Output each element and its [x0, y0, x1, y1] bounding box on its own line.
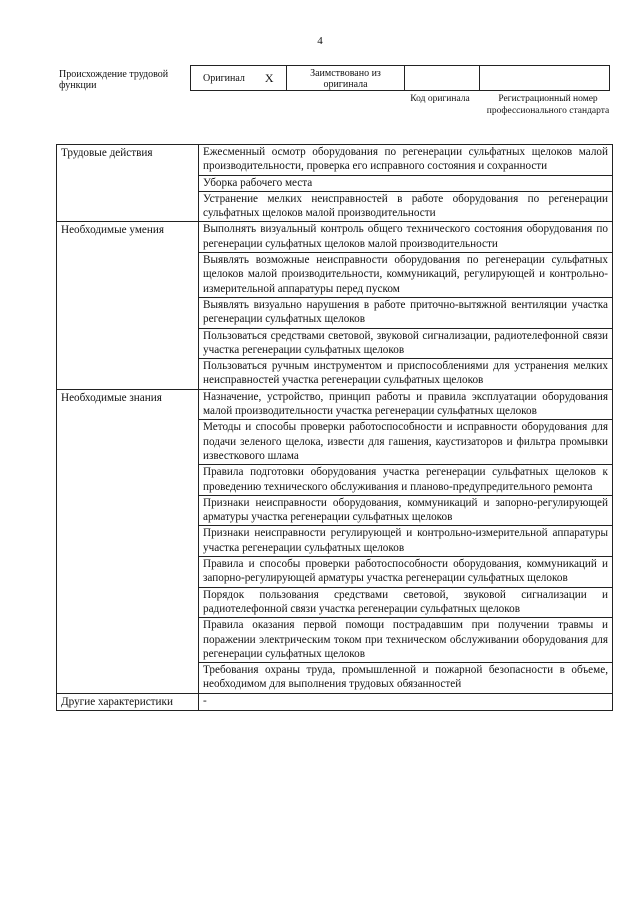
table-cell: Ежесменный осмотр оборудования по регенерации сульфатных щелоков малой производительности, проверка его исправного состояния и сохранности	[199, 145, 613, 176]
table-cell: Правила подготовки оборудования участка регенерации сульфатных щелоков к проведению технического обслуживания и планово-предупредительного ремонта	[199, 465, 613, 496]
page-number: 4	[317, 35, 323, 47]
borrowed-label: Заимствовано из оригинала	[287, 66, 405, 90]
code-caption: Код оригинала	[410, 94, 470, 104]
reg-number-cell	[480, 66, 609, 90]
table-cell: Пользоваться средствами световой, звуковой сигнализации, радиотелефонной связи участка регенерации сульфатных щелоков	[199, 328, 613, 359]
section-label: Трудовые действия	[57, 145, 199, 222]
origin-label: Происхождение трудовой функции	[59, 69, 169, 91]
table-cell: Устранение мелких неисправностей в работе оборудования по регенерации сульфатных щелоков малой производительности	[199, 191, 613, 222]
table-cell: Порядок пользования средствами световой, звуковой сигнализации и радиотелефонной связи участка регенерации сульфатных щелоков	[199, 587, 613, 618]
table-cell: Пользоваться ручным инструментом и приспособлениями для устранения мелких неисправностей участка регенерации сульфатных щелоков	[199, 359, 613, 390]
table-cell: Уборка рабочего места	[199, 175, 613, 191]
table-cell: Признаки неисправности оборудования, коммуникаций и запорно-регулирующей арматуры участка регенерации сульфатных щелоков	[199, 495, 613, 526]
table-cell: Правила и способы проверки работоспособности оборудования, коммуникаций и запорно-регулирующей арматуры участка регенерации сульфатных щелоков	[199, 557, 613, 588]
section-label: Необходимые знания	[57, 389, 199, 693]
table-cell: -	[199, 693, 613, 710]
table-cell: Выполнять визуальный контроль общего технического состояния оборудования по регенерации сульфатных щелоков малой производительности	[199, 222, 613, 253]
table-cell: Правила оказания первой помощи пострадавшим при получении травмы и поражении электрическим током при техническом обслуживании оборудования для регенерации сульфатных щелоков	[199, 618, 613, 663]
origin-table	[190, 65, 610, 91]
reg-number-caption: Регистрационный номер профессионального стандарта	[486, 94, 610, 116]
function-table	[56, 144, 613, 711]
code-cell	[405, 66, 480, 90]
original-label: Оригинал	[203, 72, 245, 84]
original-mark: X	[264, 70, 274, 85]
table-row	[57, 145, 613, 176]
table-cell: Выявлять визуально нарушения в работе приточно-вытяжной вентиляции участка регенерации сульфатных щелоков	[199, 297, 613, 328]
table-cell: Назначение, устройство, принцип работы и правила эксплуатации оборудования малой производительности участка регенерации сульфатных щелоков	[199, 389, 613, 420]
table-cell: Методы и способы проверки работоспособности и исправности оборудования для подачи зеленого щелока, извести для гашения, каустизаторов и фильтра промывки известкового шлама	[199, 420, 613, 465]
original-cell	[191, 66, 287, 90]
table-row	[57, 693, 613, 710]
table-row	[57, 222, 613, 253]
section-label: Необходимые умения	[57, 222, 199, 389]
table-row	[57, 389, 613, 420]
section-label: Другие характеристики	[57, 693, 199, 710]
table-cell: Признаки неисправности регулирующей и контрольно-измерительной аппаратуры участка регенерации сульфатных щелоков	[199, 526, 613, 557]
table-cell: Выявлять возможные неисправности оборудования по регенерации сульфатных щелоков малой производительности, коммуникаций, регулирующей и контрольно-измерительной аппаратуры перед пуском	[199, 253, 613, 298]
table-cell: Требования охраны труда, промышленной и пожарной безопасности в объеме, необходимом для выполнения трудовых обязанностей	[199, 663, 613, 694]
